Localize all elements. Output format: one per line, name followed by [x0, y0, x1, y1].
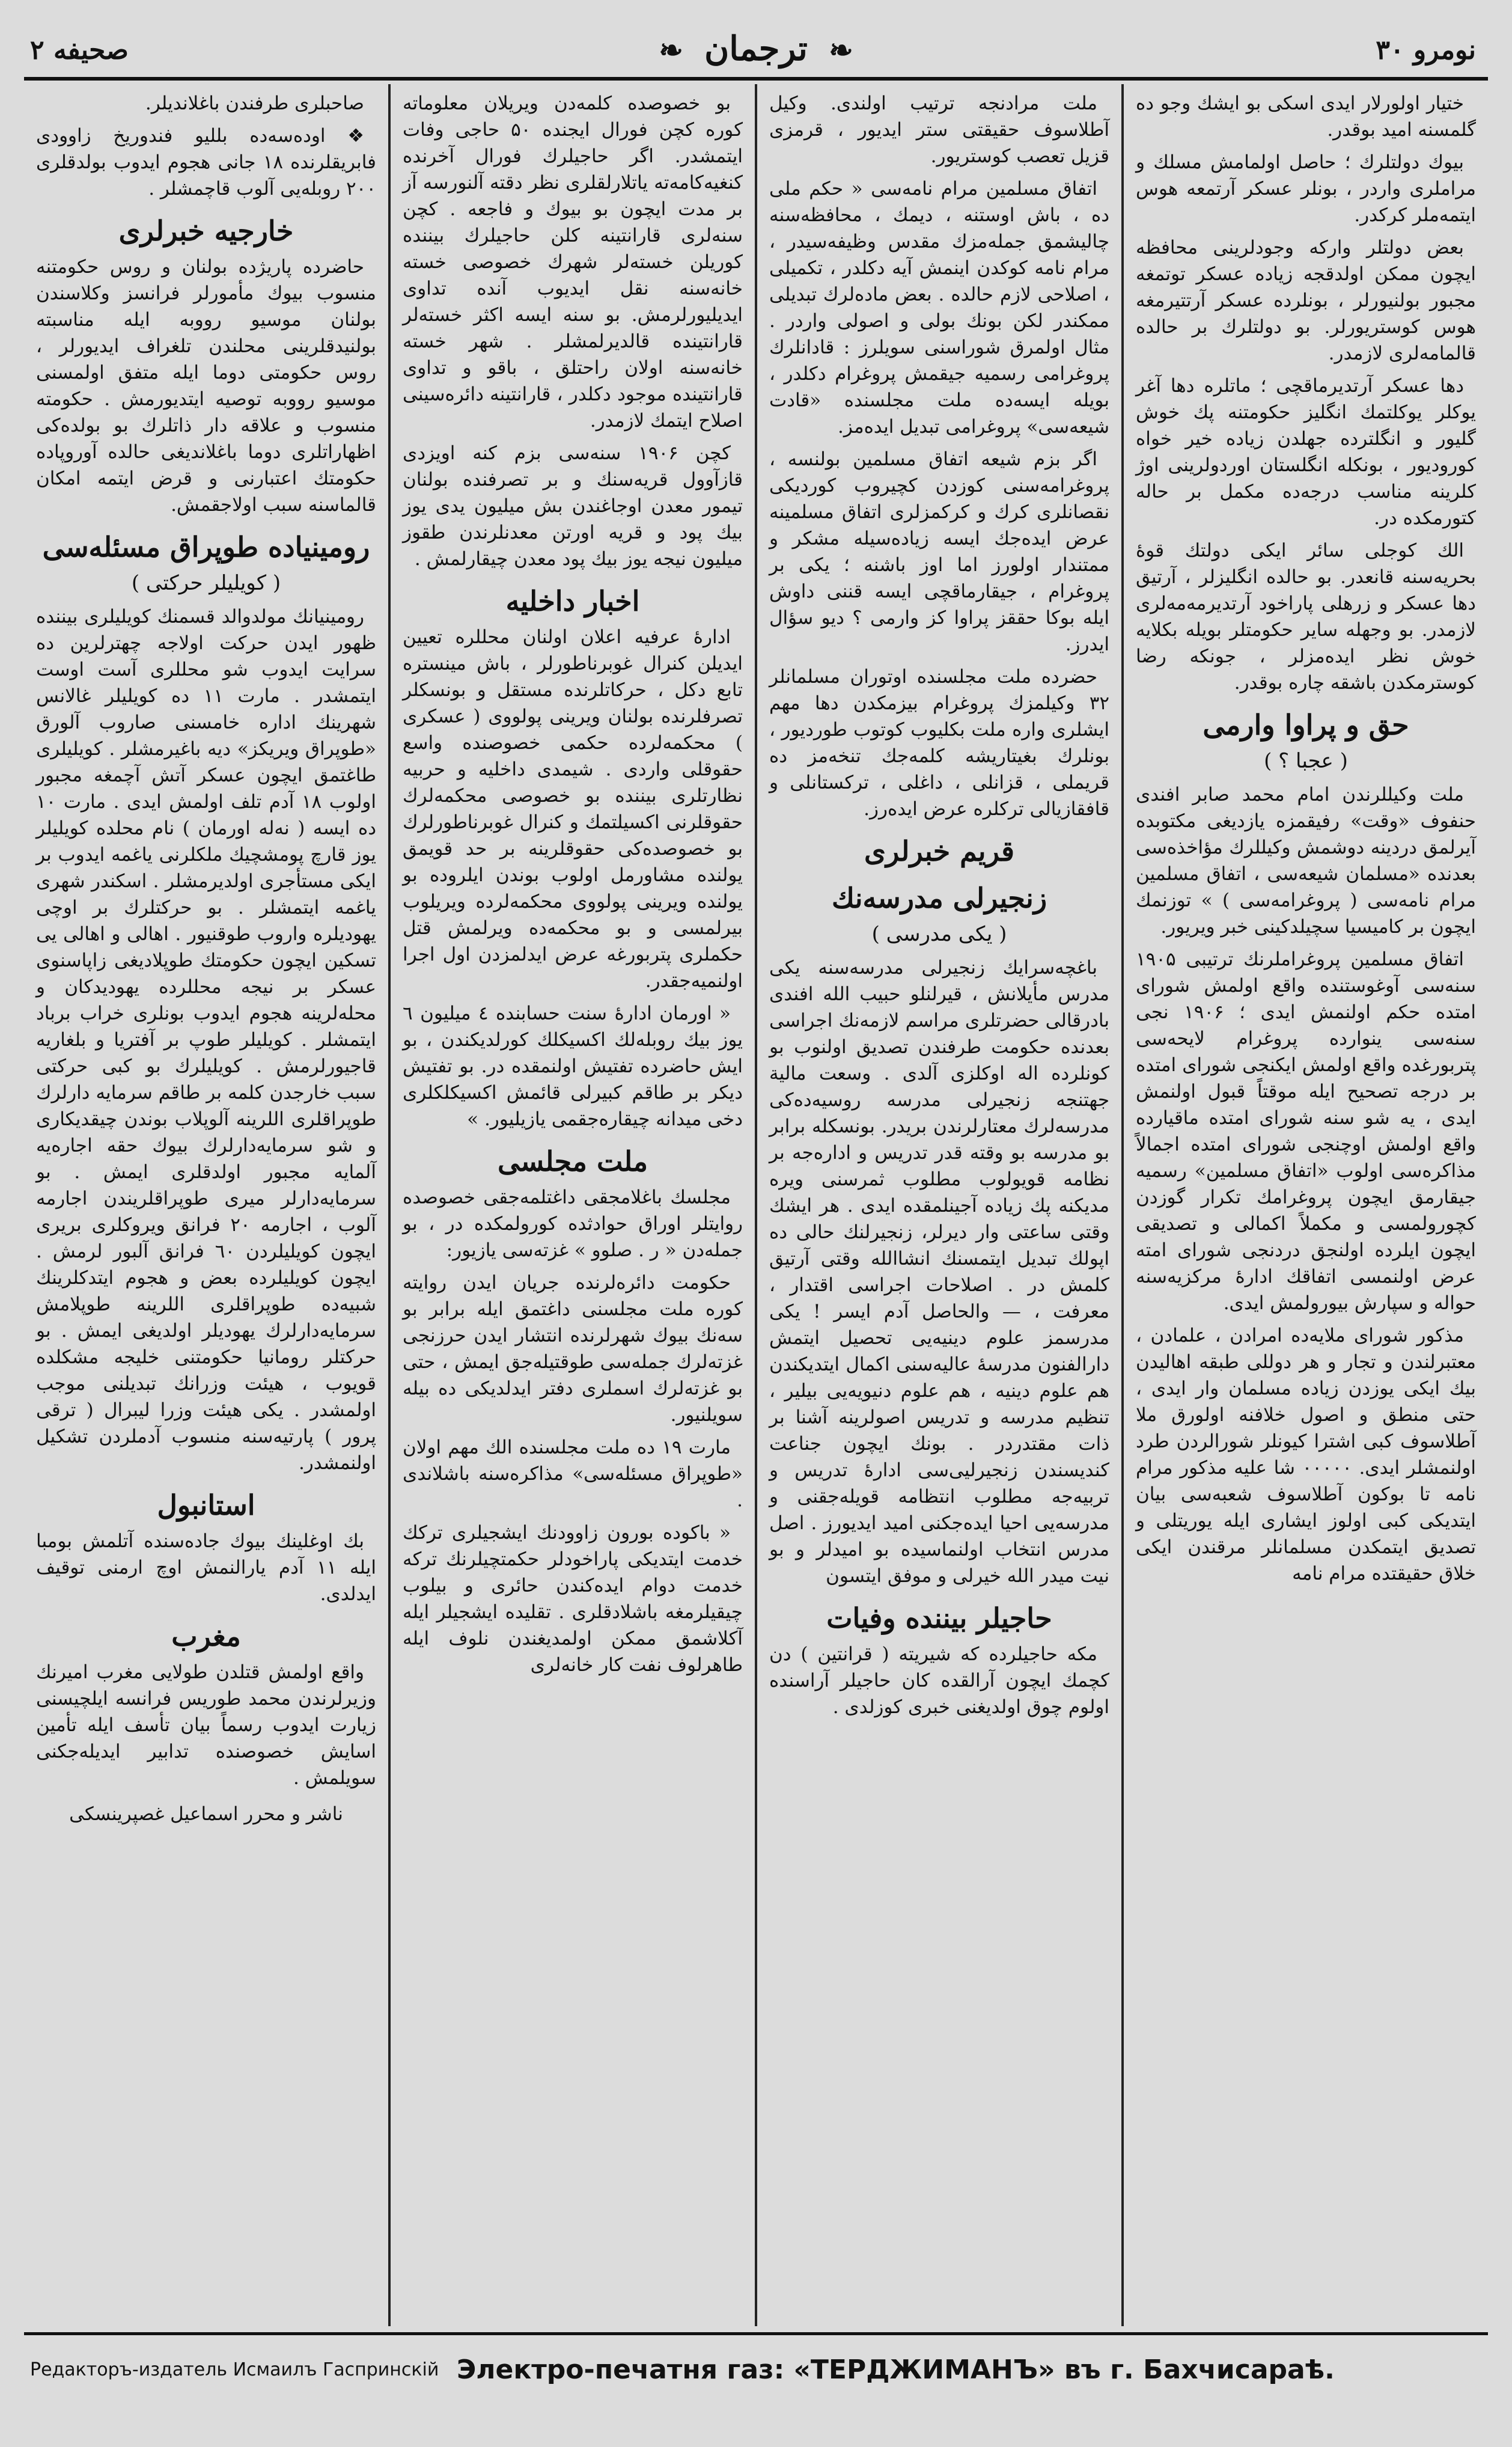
header-rule [24, 77, 1488, 81]
article-paragraph: الك كوجلى سائر ايكى دولتك قوۀ بحريه‌سنه قانعدر. بو حالده انگليزلر ، آرتيق دها عسكر و زرهلى پاراخود آرتديرمه‌مه‌لرى لازمدر. بو وجهله ساير حكومتلر بويله بكلايه خوش نظر ايده‌مزلر ، جونكه رضا كوسترمكدن باشقه چاره بوقدر. [1136, 540, 1476, 694]
article-paragraph: بعض دولتلر وارکه وجودلرينى محافظه ايچون ممكن اولدقجه زياده عسكر توتمغه مجبور بولنيورلر ، بونلرده عسكر آرتتيرمغه هوس كوستريورلر. بو دولتلرك بر حالده قالمامه‌لرى لازمدر. [1136, 237, 1476, 364]
ornament-left: ❧ [659, 34, 683, 67]
article-paragraph: مارت ١٩ ده ملت مجلسنده الك مهم اولان «طوپراق مسئله‌سى» مذاكره‌سنه باشلاندى . [403, 1437, 743, 1511]
section-heading: رومينياده طوپراق مسئله‌سى [42, 531, 370, 563]
article-paragraph: مكه حاجيلرده كه شيريته ( قرانتين ) دن كچمك ايچون آرالقده كان حاجيلر آراسنده اولوم چوق اولديغنى خبرى كوزلدى . [769, 1643, 1109, 1718]
section-heading: زنجيرلى مدرسه‌نك [831, 882, 1047, 914]
section-heading: حاجيلر بيننده وفيات [826, 1602, 1052, 1634]
article-paragraph: ملت وكيللرندن امام محمد صابر افندى حنفوف «وقت» رفيقمزه يازديغى مكتوبده آيرلمق دردينه دوشمش وكيللرك مؤاخذه‌سى بعدنده «مسلمان شيعه‌سى ، اتفاق مسلمين مرام نامه‌سى ( پروغرامه‌سى ) » توزنمك ايچون بر كاميسيا سچيلدكينى خبر ويريور. [1136, 784, 1476, 938]
newspaper-title: ترجمان [704, 29, 808, 69]
article-paragraph: بيوك دولتلرك ؛ حاصل اولمامش مسلك و مراملرى واردر ، بونلر عسكر آرتمعه هوس ايتمه‌ملر كركدر. [1136, 151, 1476, 226]
press-line: Электро-печатня газ: «ТЕРДЖИМАНЪ» въ г. Бахчисараѣ. [457, 2354, 1335, 2385]
article-columns [24, 84, 1488, 2326]
publisher-signature: ناشر و محرر اسماعيل غصپرينسكى [69, 1803, 343, 1825]
article-paragraph: ملت مرادنجه ترتيب اولندى. وكيل آطلاسوف حقيقتى ستر ايديور ، قرمزى قزيل تعصب كوستريور. [769, 93, 1109, 167]
column-2 [755, 84, 1121, 2326]
newspaper-title-row [24, 29, 1488, 69]
editor-line: Редакторъ-издатель Исмаилъ Гаспринскій [30, 2359, 439, 2380]
article-paragraph: حاضرده پاريژده بولنان و روس حكومتنه منسوب بيوك مأمورلر فرانسز وكلاسندن بولنان موسيو رووبه ايله مناسبته بولنيدقلرينى محلندن تلغراف ايديورلر ، روس حكومتى دوما ايله متفق اولمسنى موسيو رووبه توصيه ايتديورمش . حكومته منسوب و علاقه دار ذاتلرك بو بولده‌كى اظهاراتلرى دوما باغلانديغى حالده آوروپاده حكومتك اعتبارنى و قرض ايتمه امكان قالماسنه سبب اولاجقمش. [36, 256, 376, 516]
ornament-right: ❧ [829, 34, 853, 67]
article-paragraph: مذكور شوراى ملايه‌ده امرادن ، علمادن ، معتبرلندن و تجار و هر دوللى طبقه اهاليدن بيك ايكى يوزدن زياده مسلمان وار ايدى ، حتى منطق و اصول خلافنه اولورق ملا آطلاسوف كبى اشترا كيونلر شورالردن طرد اولنمشلر ايدى. ۰۰۰۰۰ شا عليه مذكور مرام نامه تا بوكون آطلاسوف شعبه‌سى بيان ايتديكى كبى اولوز ايشارى ايله يوريتلى و تصديق ايتمكدن مسلمانلر مرقندن ايكى خلاق حقيقتده مرام نامه [1136, 1325, 1476, 1584]
article-paragraph: حضرده ملت مجلسنده اوتوران مسلمانلر ۳۲ وكيلمزك پروغرام بيزمكدن دها مهم ايشلرى واره ملت بكليوب كوتوب طورديور ، بونلرك بغيتاريشه كلمه‌جك تنخه‌مز ده قريملى ، قزانلى ، داغلى ، تركستانلى و قافقازيالى تركلره عرض ايده‌رز. [769, 666, 1109, 820]
imprint [24, 2347, 1488, 2395]
article-paragraph: ادارۀ عرفيه اعلان اولنان محللره تعيين ايديلن كنرال غوبرناطورلر ، باش مينستره تابع دكل ، حركاتلرنده مستقل و بونسكلر تصرفلرنده بولنان ويرينى پولووى ( عسكرى ) محكمه‌لرده حكمى خصوصنده واسع حقوقلى واردى . شيمدى داخليه و حربيه نظارتلرى بيننده بو خصوصى محكمه‌لرك حقوقلرنى اكسيلتمك و كنرال غوبرناطورلرك بو خصوصده‌كى حقوقلرينه بر حد قويمق يولنده مشاورمل اولوب بوندن ايلروده بو يولنده ويرينى پولووى محكمه‌لرده ويريلوب بيرلمسى و بو محكمه‌ده ويرلمش قتل حكملرى پتربورغه عرض ايدلمزدن اول اجرا اولنميه‌جقدر. [403, 626, 743, 992]
masthead [24, 23, 1488, 77]
page-number: صحيفه ۲ [30, 35, 129, 66]
column-3 [388, 84, 755, 2326]
article-paragraph: مجلسك باغلامجقى داغتلمه‌جقى خصوصده روايتلر اوراق حوادثده كورولمكده در ، بو جمله‌دن « ر . صلوو » غزته‌سى يازيور: [403, 1187, 743, 1261]
article-paragraph: ختيار اولورلار ايدى اسكى بو ايشك وجو ده گلمسنه اميد بوقدر. [1136, 93, 1476, 141]
section-heading: حق و پراوا وارمى [1203, 709, 1409, 741]
issue-number: نومرو ۳۰ [1376, 35, 1476, 66]
column-4 [24, 84, 388, 2326]
column-1 [1121, 84, 1488, 2326]
article-paragraph: صاحبلرى طرفندن باغلانديلر. [145, 93, 364, 114]
section-subheading: ( عجبا ؟ ) [1264, 749, 1348, 773]
footer-rule [24, 2332, 1488, 2335]
article-paragraph: « باكوده بورون زاوودنك ايشجيلرى تركك خدمت ايتديكى پاراخودلر حكمتچيلرنك تركه خدمت دوام ايده‌كندن حائرى و بيلوب چيقيلرمغه باشلادقلرى . تقليده ايشجيلر ايله آكلاشمق ممكن اولمديغندن نلوف ايله طاهرلوف نفت كار خانه‌لرى [403, 1522, 743, 1676]
article-paragraph: حكومت دائره‌لرنده جريان ايدن روايته كوره ملت مجلسنى داغتمق ايله برابر بو سه‌نك بيوك شهرلرنده انتشار ايدن حرزنجى غزته‌لرك جمله‌سى طوقتيله‌جق ايمش ، حتى بو غزته‌لرك اسملرى دفتر ايدلديكى ده بيله سويلنيور. [403, 1272, 743, 1426]
section-heading: خارجيه خبرلرى [118, 215, 294, 247]
article-paragraph: « اورمان ادارۀ سنت حسابنده ٤ ميليون ٦ يوز بيك روبله‌لك اكسيكلك كورلديكندن ، بو ايش حاضرده تفتيش اولنمقده در. بو تفتيش ديكر بر طاقم كبيرلى قائمش اكسيكلكلرى دخى ميدانه چيقاره‌جقمى يازيليور. » [403, 1003, 743, 1130]
article-paragraph: واقع اولمش قتلدن طولايى مغرب اميرنك وزيرلرندن محمد طوريس فرانسه ايلچيسنى زيارت ايدوب رسماً بيان تأسف ايله تأمين اسايش خصوصنده تدابير ايديله‌جكنى سويلمش . [36, 1661, 376, 1789]
section-heading: قريم خبرلرى [864, 835, 1014, 867]
article-paragraph: اتفاق مسلمين مرام نامه‌سى « حكم ملى ‌ده ، باش اوستنه ، ديمك ، محافظه‌سنه چاليشمق جمله‌مزك مقدس وظيفه‌سيدر ، مرام نامه كوكدن اينمش آيه دكلدر ، تكميلى ، اصلاحى لازم حالده . بعض ماده‌لرك تبديلى ممكندر لكن بونك بولى و اصولى واردر . مثال اولمرق شوراسنى سويلرز : قادانلرك پروغرامى رسميه جيقمش پروغرام دكلدر ، بويله ايسه‌ده ملت مجلسنده «قادت شيعه‌سى» پروغرامى تبديل ايده‌مز. [769, 178, 1109, 438]
article-paragraph: كچن ۱۹۰۶ سنه‌سى بزم كنه اويزدى قازآوول قريه‌سنك و بر تصرفنده بولنان تيمور معدن اوجاغندن بش ميليون يدى يوز بيك پود و قريه اورتن معدنلرندن طقوز ميليون نيجه يوز بيك پود معدن چيقارلمش . [403, 442, 743, 570]
section-heading: ملت مجلسى [498, 1145, 648, 1178]
section-heading: مغرب [171, 1620, 241, 1652]
article-paragraph: بك اوغلينك بيوك جاده‌سنده آتلمش بومبا ايله ۱۱ آدم يارالنمش اوچ ارمنى توقيف ايدلدى. [36, 1530, 376, 1605]
article-paragraph: اتفاق مسلمين پروغراملرنك ترتيبى ۱۹۰۵ سنه‌سى آوغوستنده واقع اولمش شوراى امتده حكم اولنمش ايدى ؛ ۱۹۰۶ نجى سنه‌سى ينوارده پروغرام لايحه‌سى پتربورغده واقع اولمش ايكنجى شوراى امتده بر درجه تصحيح ايله موقتاً قبول اولنمش ايدى ، يه شو سنه شوراى امتده ماقيارده واقع اولمش اوچنجى شوراى امتده اجمالاً مذاكره‌سى اولوب «اتفاق مسلمين» رسميه جيقارمق ايچون پروغرامك تكرار گوزدن كچورولمسى و مكملاً اكمالى و تصديقى ايچون ايلرده اولنجق دردنجى شوراى امته عرض اولنمسى اتفاقك ادارۀ مركزيه‌سنه حواله و سپارش بيورولمش ايدى. [1136, 949, 1476, 1314]
section-heading: اخبار داخليه [505, 585, 640, 617]
section-subheading: ( كويليلر حركتى ) [131, 571, 281, 595]
article-paragraph: ❖ اوده‌سه‌ده بلليو فندوريخ زاوودى فابريقلرنده ۱۸ جانى هجوم ايدوب بولدقلرى ۲۰۰ روبله‌يى آلوب قاچمشلر . [36, 125, 376, 200]
article-paragraph: دها عسكر آرتديرماقچى ؛ ماتلره دها آغر يوكلر يوكلتمك انگليز حكومتنه پك خوش گليور و انگلترده جهلدن زياده خير خواه كوروديور ، بونكله انگلستان اوردولرينى اوژ كلرينه مناسب درجه‌ده مكمل بر حاله كتورمكده در. [1136, 375, 1476, 529]
article-paragraph: رومينيانك مولدوالد قسمنك كويليلرى بيننده ظهور ايدن حركت اولاجه چهترلرين ده سرايت ايدوب شو محللرى آست اوست ايتمشدر . مارت ۱۱ ده كويليلر غالانس شهرينك اداره خامسنى صاروب آلورق «طوپراق ويريكز» ديه باغيرمشلر . كويليلرى طاغتمق ايچون عسكر آتش آچمغه مجبور اولوب ۱۸ آدم تلف اولمش ايدى . مارت ۱۰ ده ايسه ( نه‌له اورمان ) نام محلده كويليلر يوز قارچ پومشچيك ملكلرنى ياغمه ايدوب بر ايكى مستأجرى اولديرمشلر . اسكندر شهرى ياغمه ايتمشلر . بو حركتلرك بر اوچى يهوديلره واروب طوقنيور . اهالى و اهالى يى تسكين ايچون حكومتك طوپلاديغى زاپاسنوى عسكر بر نيجه محللرده يهوديدكان و محله‌لرينه هجوم ايدوب بونلرى خراب برباد ايتمشلر . كويليلر طوپ بر آفتريا و بلغاريه قاجيورلرمش . كويليلرك بو كبى حركتى سبب خارجدن كلمه بر طاقم سرمايه دارلرك طوپراقلرى اللرينه آلوپلاب بوندن چيقديكارى و شو سرمايه‌دارلرك بيوك حقه اجاره‌يه آلمايه مجبور اولدقلرى ايمش . بو سرمايه‌دارلر ميرى طوپراقلريندن اجارمه آلوب ، اجارمه ۲۰ فرانق ويروكلرى بريرى ايچون كويليلردن ٦۰ فرانق آلبور لرمش . ايچون كويليلرده بعض و هجوم ايتدكلرينك شبيه‌ده طوپراقلرى اللرينه طوپلامش سرمايه‌دارلرك يهوديلر اولديغى ايمش . بو حركتلر رومانيا حكومتنى خليجه مشكلده قويوب ، هيئت وزرانك تبديلنى موجب اولمشدر . يكى هيئت وزرا ليبرال ( ترقى پرور ) پارتيه‌سنه منسوب آدملردن تشكيل اولنمشدر. [36, 606, 376, 1474]
article-paragraph: باغچه‌سرايك زنجيرلى مدرسه‌سنه يكى مدرس مأيلانش ، قيرلنلو حبيب الله افندى بادرقالى حضرتلرى مراسم لازمه‌نك اجراسى بعدنده حكومت طرفندن تصديق اولنوب بو كونلرده اله اوكلزى آلدى . وسعت مالية جهتنجه زنجيرلى مدرسه روسيه‌ده‌كى مدرسه‌لرك معتارلرندن بريدر. بونسكله برابر بو مدرسه بو وقته قدر تدريس و اداره‌جه بر نظامه قويولوب مطلوب ثمرسنى ويره مديكنه پك زياده آجينلمقده ايدى . هر ايشك وقتى ساعتى وار ديرلر، زنجيرلنك حالى ده اپولك تبديل ايتمسنك انشاالله وقتى آرتيق كلمش در . اصلاحات اجراسى اقتدار ، معرفت ، — والحاصل آدم ايسر ! يكى مدرسمز علوم دينيه‌يى تحصيل ايتمش دارالفنون مدرسۀ عاليه‌سنى اكمال ايتديكندن هم علوم دينيه ، هم علوم دنيويه‌يى بيلير ، تنظيم مدرسه و تدريس اصولرينه آشنا بر ذات مقتدردر . بونك ايچون جناعت كنديسندن زنجيرليى‌سى ادارۀ تدريس و تربيه‌جه مطلوب انتظامه قويله‌جقنى و مدرسه‌يى احيا ايده‌جكنى اميد ايديورز . اصل مدرس انتخاب اولنماسيده بو اميدلر و بو نيت ميدر الله خيرلى و موفق ايتسون [769, 957, 1109, 1587]
article-paragraph: اگر بزم شيعه اتفاق مسلمين بولنسه ، پروغرامه‌سنى كوزدن كچيروب كورديكى نقصانلرى كرك و كركمزلرى اتفاق مسلمينه عرض ايده‌جك ايسه زياده‌سيله مشكر و ممتندار اولورز اما اوز باشنه ؛ يكى بر پروغرام ، جيقارماقچى ايسه قننى داوش ايله بوكا حققز پراوا كز وارمى ؟ ديو سؤال ايدرز. [769, 448, 1109, 655]
section-subheading: ( يكى مدرسى ) [871, 922, 1007, 946]
section-heading: استانبول [157, 1489, 255, 1521]
article-paragraph: بو خصوصده كلمه‌دن ويريلان معلوماته كوره كچن فورال ايجنده ۵۰ حاجى وفات ايتمشدر. اگر حاجيلرك فورال آخرنده كنغيه‌كامه‌ته ياتلارلقلرى نظر دقته آلنورسه آز بر مدت ايچون بو بيوك و فاجعه . كچن سنه‌لرى قارانتينه كلن حاجيلرك بيننده كوريلن خسته‌لر شهرك خصوصى خسته خانه‌سنه نقل ايديوب آنده تداوى ايديليورلرمش. بو سنه ايسه اكثر خسته‌لر قارانتينده قالديرلمشلر . شهر خسته خانه‌سنه اولان راحتلق ، باقو و تداوى قارانتينده موجود دكلدر ، قارانتينه دائره‌سينى اصلاح ايتمك لازمدر. [403, 93, 743, 432]
